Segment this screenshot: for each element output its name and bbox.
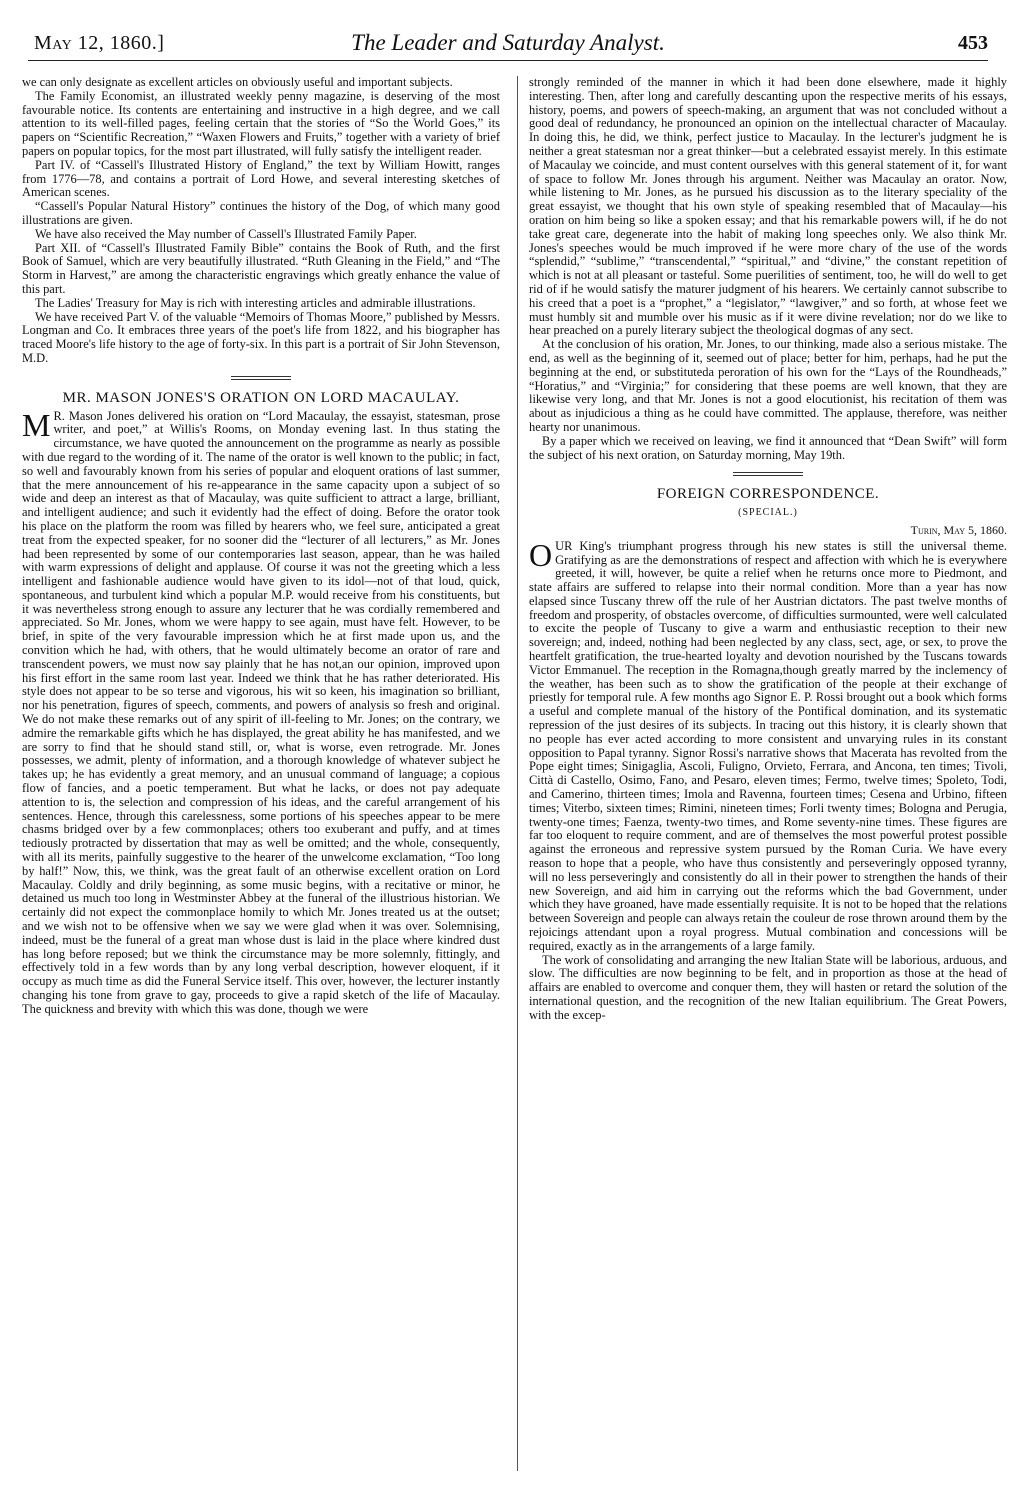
article-dateline: Turin, May 5, 1860. bbox=[910, 522, 1007, 537]
drop-cap: O bbox=[529, 536, 553, 573]
intro-paragraph: We have also received the May number of Cassell's Illustrated Family Paper. bbox=[35, 226, 417, 241]
issue-date: May 12, 1860.] bbox=[34, 32, 165, 54]
intro-paragraph: The Family Economist, an illustrated weekly penny magazine, is deserving of the most favourable notice. Its contents are entertaining and instructive in a high degree, and we call attention to its well-filled pages, feeling certain that the stories of “So the World Goes,” its papers on “Scientific Recreation,” “Waxen Flowers and Fruits,” together with a variety of brief papers on popular topics, for the most part illustrated, will fully satisfy the intelligent reader. bbox=[22, 88, 500, 158]
continued-paragraph: strongly reminded of the manner in which it had been done elsewhere, made it highly interesting. Then, after long and carefully descanting upon the respective merits of his essays, history, poems, and powers of speech-making, an argument that was not concluded without a good deal of redundancy, he pronounced an opinion on the intellectual character of Macaulay. In doing this, he did, we think, perfect justice to Macaulay. In the lecturer's judgment he is neither a great statesman nor a great thinker—but a celebrated essayist merely. In this estimate of Macaulay we coincide, and must content ourselves with this general statement of it, for want of space to follow Mr. Jones through his argument. Neither was Macaulay an orator. Now, while listening to Mr. Jones, as he pursued his discussion as to the literary speciality of the great essayist, we thought that his own style of speaking resembled that of Macaulay—his oration on him being so like a spoken essay; and that his remarkable powers will, if he do not take great care, degenerate into the habit of making long speeches only. We also think Mr. Jones's speeches would be much improved if he were more chary of the use of the words “splendid,” “sublime,” “transcendental,” “spiritual,” and “divine,” the constant repetition of which is not at all pleasant or tasteful. Some puerilities of sentiment, too, he will do well to get rid of if he would satisfy the maturer judgment of his hearers. We certainly cannot subscribe to his creed that a poet is a “prophet,” a “legislator,” “lawgiver,” and so forth, at whose feet we must humbly sit and mumble over his music as if it were divine revelation; nor do we like to hear preached on a purely literary subject the theological dogmas of any sect. bbox=[529, 76, 1007, 338]
article-title-foreign: FOREIGN CORRESPONDENCE. bbox=[656, 486, 880, 503]
intro-paragraph: we can only designate as excellent articles on obviously useful and important subjects. bbox=[22, 76, 453, 89]
article-paragraph: The work of consolidating and arranging the new Italian State will be laborious, arduous, and slow. The difficulties are now beginning to be felt, and in proportion as those at the head of affairs are enabled to overcome and conquer them, they will hasten or retard the solution of the international question, and the recognition of the new Italian equilibrium. The Great Powers, with the excep- bbox=[529, 952, 1007, 1022]
intro-paragraph: Part XII. of “Cassell's Illustrated Family Bible” contains the Book of Ruth, and the first Book of Samuel, which are very beautifully illustrated. “Ruth Gleaning in the Field,” and “The Storm in Harvest,” are among the characteristic engravings which greatly enhance the value of this part. bbox=[22, 240, 500, 296]
article-body-macaulay bbox=[22, 406, 500, 1017]
drop-cap: M bbox=[22, 406, 51, 443]
intro-paragraph: “Cassell's Popular Natural History” continues the history of the Dog, of which many good illustrations are given. bbox=[22, 199, 500, 227]
intro-paragraph: The Ladies' Treasury for May is rich with interesting articles and admirable illustrations. bbox=[35, 295, 476, 310]
right-column bbox=[529, 76, 1007, 1476]
page-header bbox=[28, 30, 988, 61]
article-text: UR King's triumphant progress through his new states is still the universal theme. Gratifying as are the demonstrations of respect and affection with which he is everywhere greeted, it will, however, be quite a relief when he returns once more to Piedmont, and state affairs are suffered to relapse into their normal condition. More than a year has now elapsed since Tuscany threw off the rule of her Austrian dictators. The past twelve months of freedom and prosperity, of obstacles overcome, of difficulties surmounted, were well calculated to excite the people of Tuscany to give a warm and enthusiastic reception to their new sovereign; and, indeed, nothing had been neglected by any class, sect, age, or sex, to prove the heartfelt gratification, the true-hearted loyalty and devotion nourished by the Tuscans towards Victor Emmanuel. The reception in the Romagna,though greatly marred by the inclemency of the weather, has been such as to show the gratification of the people at their exchange of priestly for temporal rule. A few months ago Signor E. P. Rossi brought out a book which forms a useful and complete manual of the history of the Pontifical domination, and its systematic repression of the just desires of its subjects. In tracing out this history, it is clearly shown that no people has ever acted according to more consistent and unvarying rules in its constant opposition to Papal tyranny. Signor Rossi's narrative shows that Macerata has revolted from the Pope eight times; Sinigaglia, Ascoli, Fuligno, Orvieto, Ferrara, and Ancona, ten times; Tivoli, Città di Castello, Osimo, Fano, and Pesaro, eleven times; Fermo, twelve times; Spoleto, Todi, and Camerino, thirteen times; Imola and Ravenna, fourteen times; Cesena and Urbino, fifteen times; Viterbo, sixteen times; Rimini, nineteen times; Forli twenty times; Bologna and Perugia, twenty-one times; Faenza, twenty-two times, and Rome seventy-nine times. These figures are far too eloquent to require comment, and are of themselves the most powerful protest possible against the erroneous and repressive system pursued by the Roman Curia. We have every reason to hope that a people, who have thus consistently and perseveringly opposed tyranny, will no less perseveringly and consistently do all in their power to strengthen the hands of their new Sovereign, and aid him in carrying out the reforms which the bad Government, under which they have groaned, have made essentially requisite. It is not to be hoped that the relations between Sovereign and people can always retain the couleur de rose thrown around them by the rejoicings attendant upon a royal progress. Mutual combination and concessions will be required, exactly as in the arrangements of a large family. bbox=[529, 538, 1007, 953]
publication-title: The Leader and Saturday Analyst. bbox=[351, 30, 665, 55]
article-subtitle: (SPECIAL.) bbox=[738, 507, 798, 519]
continued-paragraph: At the conclusion of his oration, Mr. Jones, to our thinking, made also a serious mistake. The end, as well as the beginning of it, seemed out of place; better for him, perhaps, had he put the beginning at the end, or substituteda peroration of his own for the “Lays of the Roundheads,” “Horatius,” and “Virginia;” for considering that these poems are well known, that they are likewise very long, and that Mr. Jones is not a good elocutionist, his recitation of them was about as injudicious a thing as he could have committed. The applause, therefore, was neither hearty nor unanimous. bbox=[529, 337, 1007, 434]
article-body-foreign bbox=[529, 536, 1007, 954]
column-divider bbox=[517, 76, 518, 1471]
page-number: 453 bbox=[958, 32, 988, 54]
article-text: R. Mason Jones delivered his oration on “Lord Macaulay, the essayist, statesman, prose writer, and poet,” at Willis's Rooms, on Monday evening last. In thus stating the circumstance, we have quoted the announcement on the programme as nearly as possible with due regard to the wording of it. The name of the orator is well known to the public; in fact, so well and favourably known from his series of popular and eloquent orations of last summer, that the mere announcement of his re-appearance in the same capacity upon a subject of so wide and deep an interest as that of Macaulay, was quite sufficient to attract a large, brilliant, and intelligent audience; and such it evidently had the effect of doing. Before the orator took his place on the platform the room was filled by hearers who, we feel sure, anticipated a great treat from the expected speaker, for no sooner did the “lecturer of all lecturers,” as Mr. Jones had been represented by some of our contemporaries last season, appear, than he was hailed with warm expressions of delight and applause. Of course it was not the greeting which a less intelligent and fashionable audience would have given to its idol—not of that loud, quick, spontaneous, and turbulent kind which a popular M.P. would receive from his constituents, but it was nevertheless strong enough to assure any lecturer that he was cordially remembered and appreciated. So Mr. Jones, whom we were happy to see again, must have felt. However, to be brief, in spite of the very favourable impression which he at first made upon us, and the convition which he had, with others, that he would ultimately become an orator of rare and transcendent powers, we must now say plainly that he has not,an our opinion, improved upon his first effort in the same room last year. Indeed we think that he has rather deteriorated. His style does not appear to be so terse and vigorous, his wit so keen, his imagination so brilliant, nor his penetration, figures of speech, comments, and powers of analysis so fresh and original. We do not make these remarks out of any spirit of ill-feeling to Mr. Jones; on the contrary, we admire the remarkable gifts which he has displayed, the great ability he has manifested, and we are sorry to find that he should stand still, or, what is worse, even retrograde. Mr. Jones possesses, we admit, plenty of information, and a thorough knowledge of whatever subject he takes up; he has evidently a great memory, and an unusual command of language; a copious flow of fancies, and a poetic temperament. But what he lacks, or does not pay adequate attention to is, the selection and compression of his ideas, and the careful arrangement of his sentences. Hence, through this carelessness, some portions of his speeches appear to be mere chasms bridged over by a few commonplaces; others too exuberant and puffy, and at times tediously protracted by dissertation that may as well be omitted; and the whole, consequently, with all its merits, painfully suggestive to the hearer of the unwelcome exclamation, “Too long by half!” Now, this, we think, was the great fault of an otherwise excellent oration on Lord Macaulay. Coldly and drily beginning, as some music begins, with a recitative or minor, he detained us much too long in Westminster Abbey at the funeral of the illustrious historian. We certainly did not expect the commonplace homily to which Mr. Jones treated us at the outset; and we wish not to be offensive when we say we were glad when it was over. Solemnising, indeed, must be the funeral of a great man whose dust is laid in the place where kindred dust has long before reposed; but we think the circumstance may be more solemnly, fittingly, and effectively told in a few words than by any long verbal description, however eloquent, if it occupy as much time as did the Funeral Service itself. This over, however, the lecturer instantly changing his tone from grave to gay, proceeds to give a rapid sketch of the life of Macaulay. The quickness and brevity with which this was done, though we were bbox=[22, 408, 500, 1016]
continued-paragraph: By a paper which we received on leaving, we find it announced that “Dean Swift” will form the subject of his next oration, on Saturday morning, May 19th. bbox=[529, 433, 1007, 462]
section-divider bbox=[733, 472, 803, 476]
article-title-macaulay: MR. MASON JONES'S ORATION ON LORD MACAULAY. bbox=[62, 389, 460, 406]
left-column bbox=[22, 76, 500, 1476]
section-divider bbox=[231, 376, 291, 380]
intro-paragraph: We have received Part V. of the valuable “Memoirs of Thomas Moore,” published by Messrs. Longman and Co. It embraces three years of the poet's life from 1822, and his biographer has traced Moore's life history to the age of forty-six. In this part is a portrait of Sir John Stevenson, M.D. bbox=[22, 309, 500, 365]
intro-paragraph: Part IV. of “Cassell's Illustrated History of England,” the text by William Howitt, ranges from 1776—78, and contains a portrait of Lord Howe, and several interesting sketches of American scenes. bbox=[22, 157, 500, 200]
